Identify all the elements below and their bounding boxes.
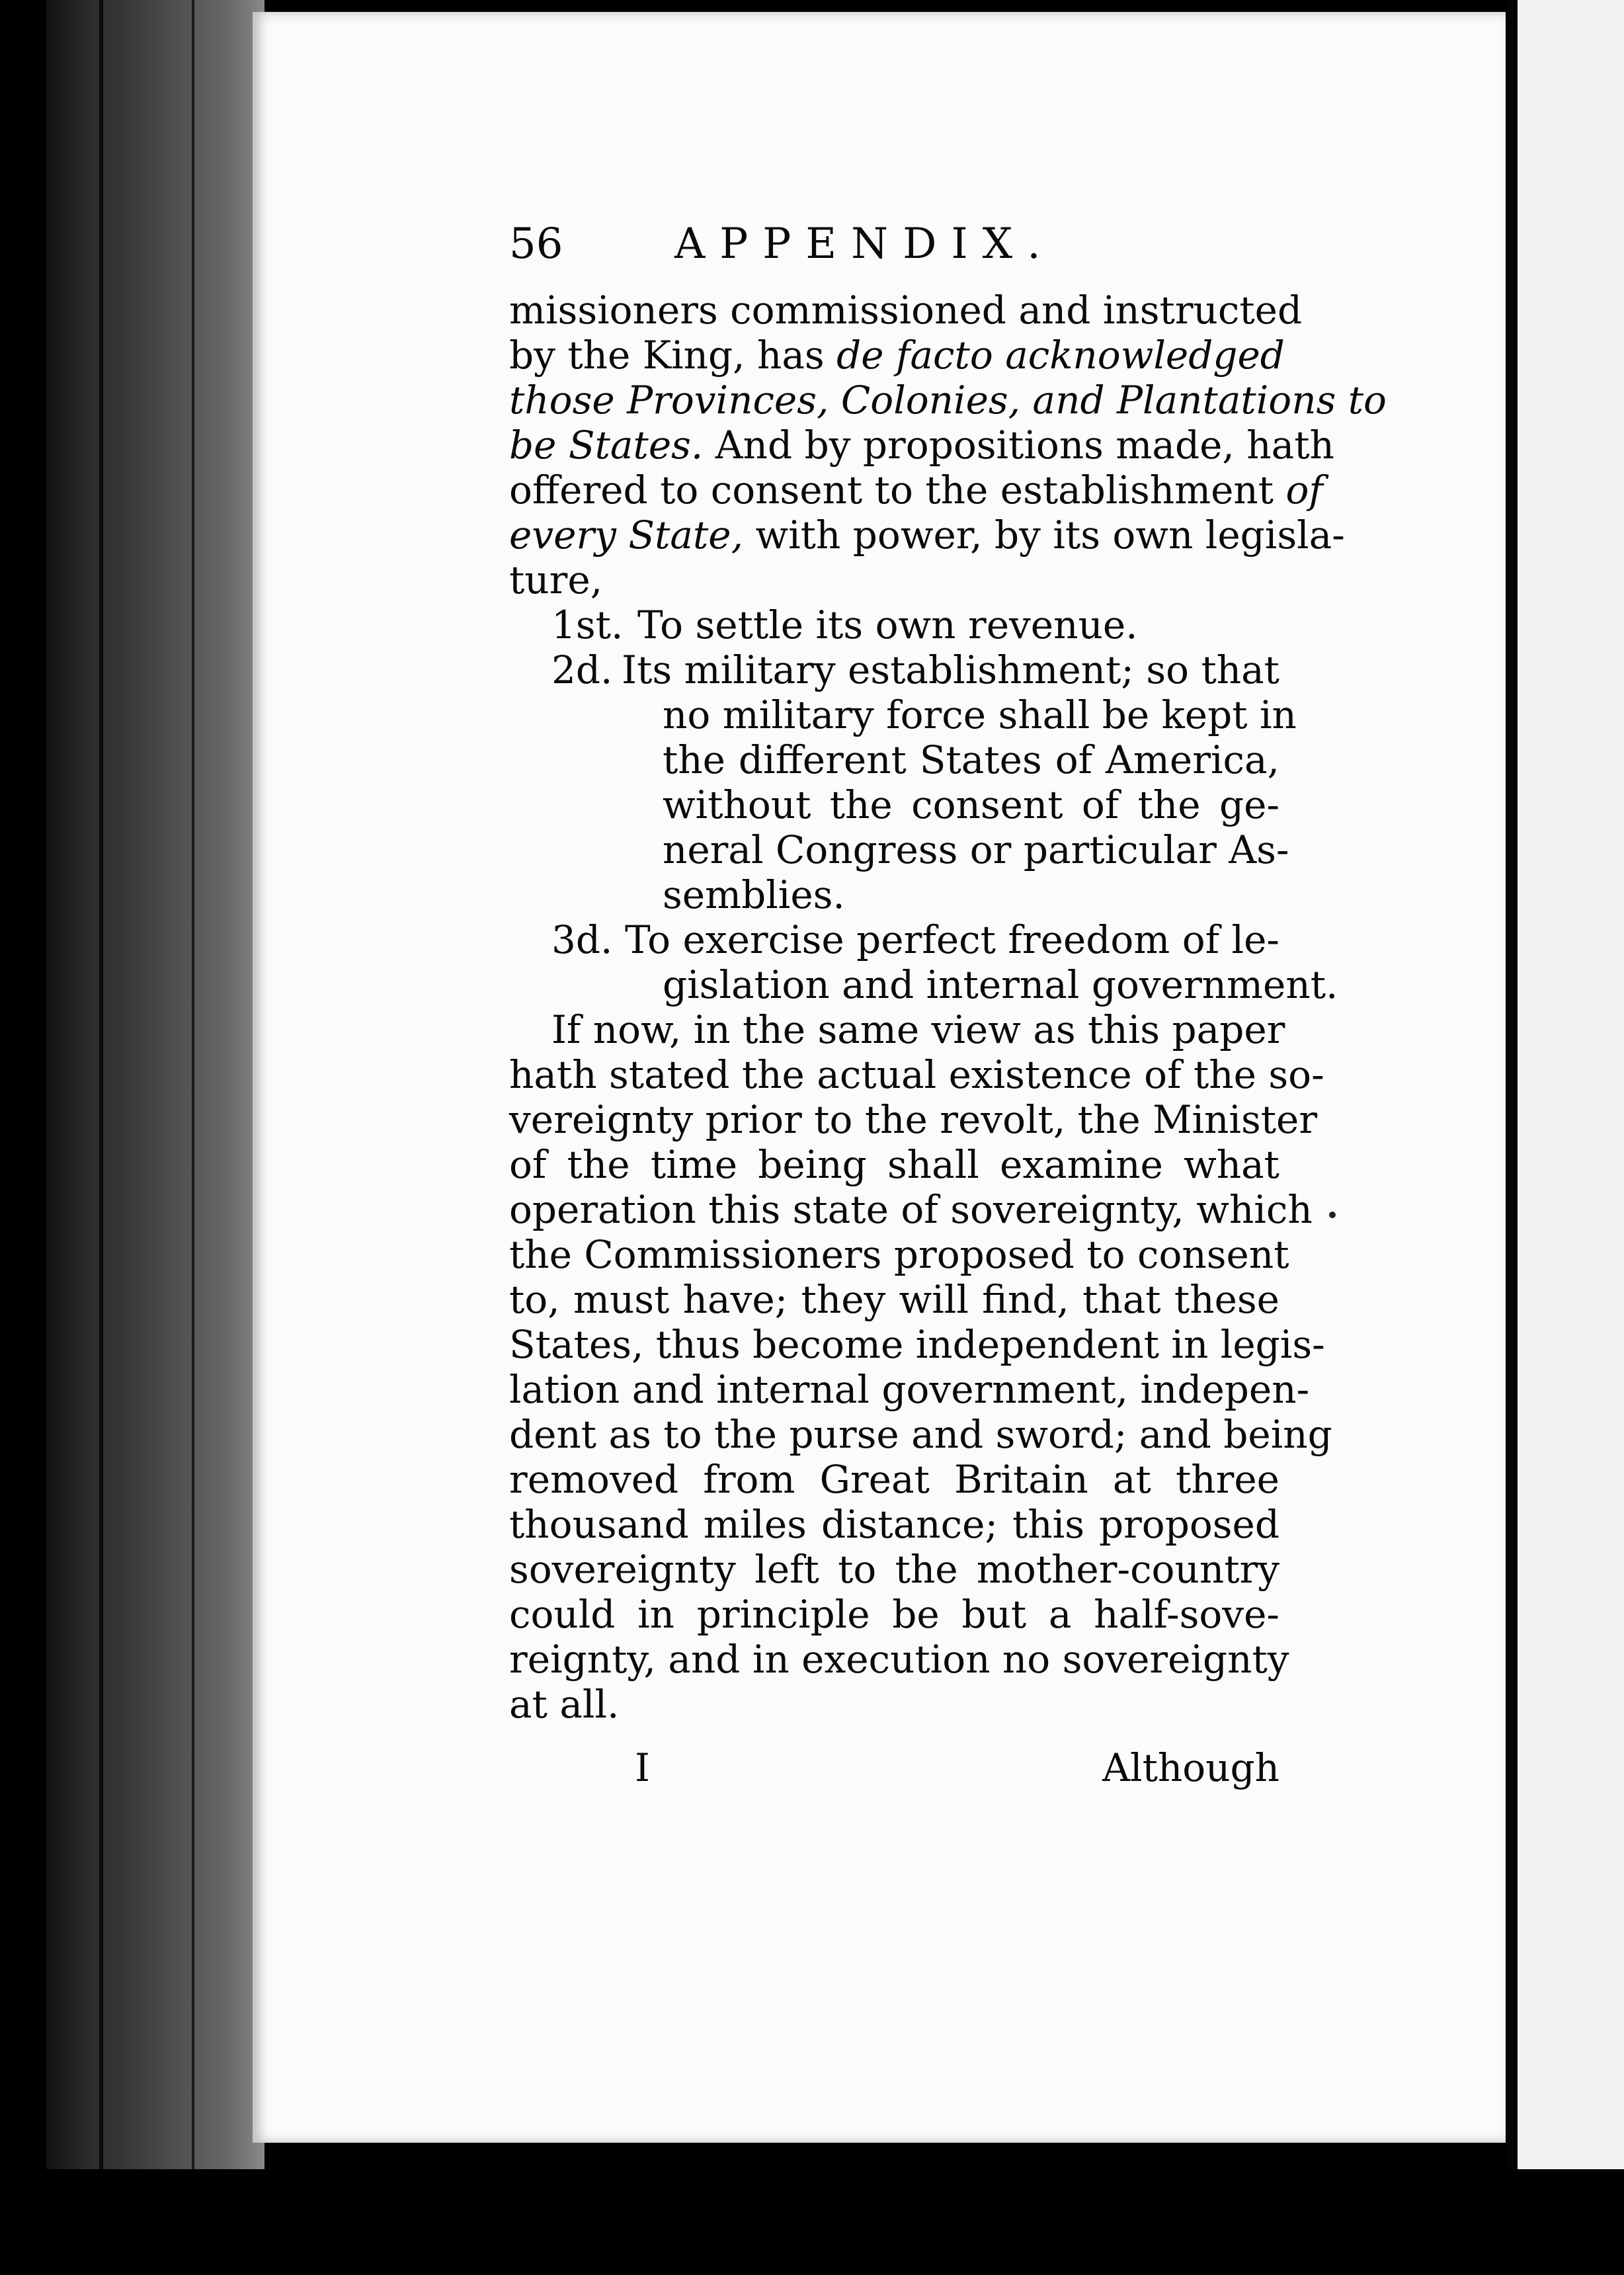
text-line: removed from Great Britain at three xyxy=(509,1457,1279,1502)
italic-text: every State, xyxy=(509,513,744,558)
list-item xyxy=(509,602,1279,647)
catchword: Although xyxy=(1102,1745,1279,1790)
text-line: without the consent of the ge- xyxy=(663,782,1279,827)
text-line: operation this state of sovereignty, which xyxy=(509,1187,1313,1232)
text-line: reignty, and in execution no sovereignty xyxy=(509,1637,1289,1682)
text-line: lation and internal government, indepen- xyxy=(509,1367,1310,1412)
list-item-text: To settle its own revenue. xyxy=(637,602,1138,647)
list-item-number: 3d. xyxy=(551,917,613,962)
text-line: at all. xyxy=(509,1682,620,1727)
text-line xyxy=(509,513,1345,558)
text-segment: by the King, has xyxy=(509,333,825,378)
ink-fleck xyxy=(1329,1212,1336,1218)
text-line: dent as to the purse and sword; and being xyxy=(509,1412,1332,1457)
list-item-text: To exercise perfect freedom of le- xyxy=(625,917,1279,962)
book-spine xyxy=(46,0,264,2169)
italic-text: be States. xyxy=(509,423,704,468)
text-line xyxy=(509,423,1334,468)
text-line: to, must have; they will find, that these xyxy=(509,1277,1279,1322)
text-line: the different States of America, xyxy=(663,737,1279,782)
text-line: hath stated the actual existence of the so- xyxy=(509,1052,1324,1097)
text-line: neral Congress or particular As- xyxy=(663,827,1289,872)
text-line: gislation and internal government. xyxy=(663,962,1338,1007)
signature-mark: I xyxy=(635,1745,650,1790)
page-number: 56 xyxy=(509,220,563,269)
text-segment: offered to consent to the establishment xyxy=(509,468,1274,513)
spine-shadow-line xyxy=(192,0,194,2169)
paragraph-2 xyxy=(509,1007,1332,1727)
text-segment: with power, by its own legisla- xyxy=(755,513,1345,558)
scan-bottom-border xyxy=(0,2169,1624,2275)
page-text xyxy=(509,220,1387,1792)
facing-page-edge xyxy=(1518,0,1624,2275)
text-line: no military force shall be kept in xyxy=(663,692,1297,737)
text-line xyxy=(509,468,1323,513)
numbered-list xyxy=(509,602,1338,1007)
text-line: those Provinces, Colonies, and Plantations to xyxy=(509,378,1387,423)
text-line: semblies. xyxy=(663,872,845,917)
text-segment: And by propositions made, hath xyxy=(715,423,1334,468)
text-line: If now, in the same view as this paper xyxy=(551,1007,1285,1052)
italic-text: of xyxy=(1285,468,1323,513)
text-line: of the time being shall examine what xyxy=(509,1142,1279,1187)
spine-shadow-line xyxy=(99,0,103,2169)
text-line: the Commissioners proposed to consent xyxy=(509,1232,1289,1277)
text-line: missioners commissioned and instructed xyxy=(509,288,1303,333)
text-line: sovereignty left to the mother-country xyxy=(509,1547,1279,1592)
italic-text: de facto acknowledged xyxy=(836,333,1285,378)
text-line: ture, xyxy=(509,558,603,602)
list-item-text: Its military establishment; so that xyxy=(622,647,1279,692)
list-item xyxy=(509,647,1279,692)
text-line: vereignty prior to the revolt, the Minister xyxy=(509,1097,1318,1142)
page-footer xyxy=(509,1745,1279,1792)
list-item xyxy=(509,917,1279,962)
page-header xyxy=(509,222,1279,288)
paragraph-1 xyxy=(509,288,1387,602)
running-head: APPENDIX. xyxy=(674,220,1055,269)
text-line: States, thus become independent in legis- xyxy=(509,1322,1325,1367)
text-line: thousand miles distance; this proposed xyxy=(509,1502,1279,1547)
list-item-number: 2d. xyxy=(551,647,613,692)
list-item-number: 1st. xyxy=(551,602,624,647)
text-line: could in principle be but a half-sove- xyxy=(509,1592,1279,1637)
text-line xyxy=(509,333,1285,378)
